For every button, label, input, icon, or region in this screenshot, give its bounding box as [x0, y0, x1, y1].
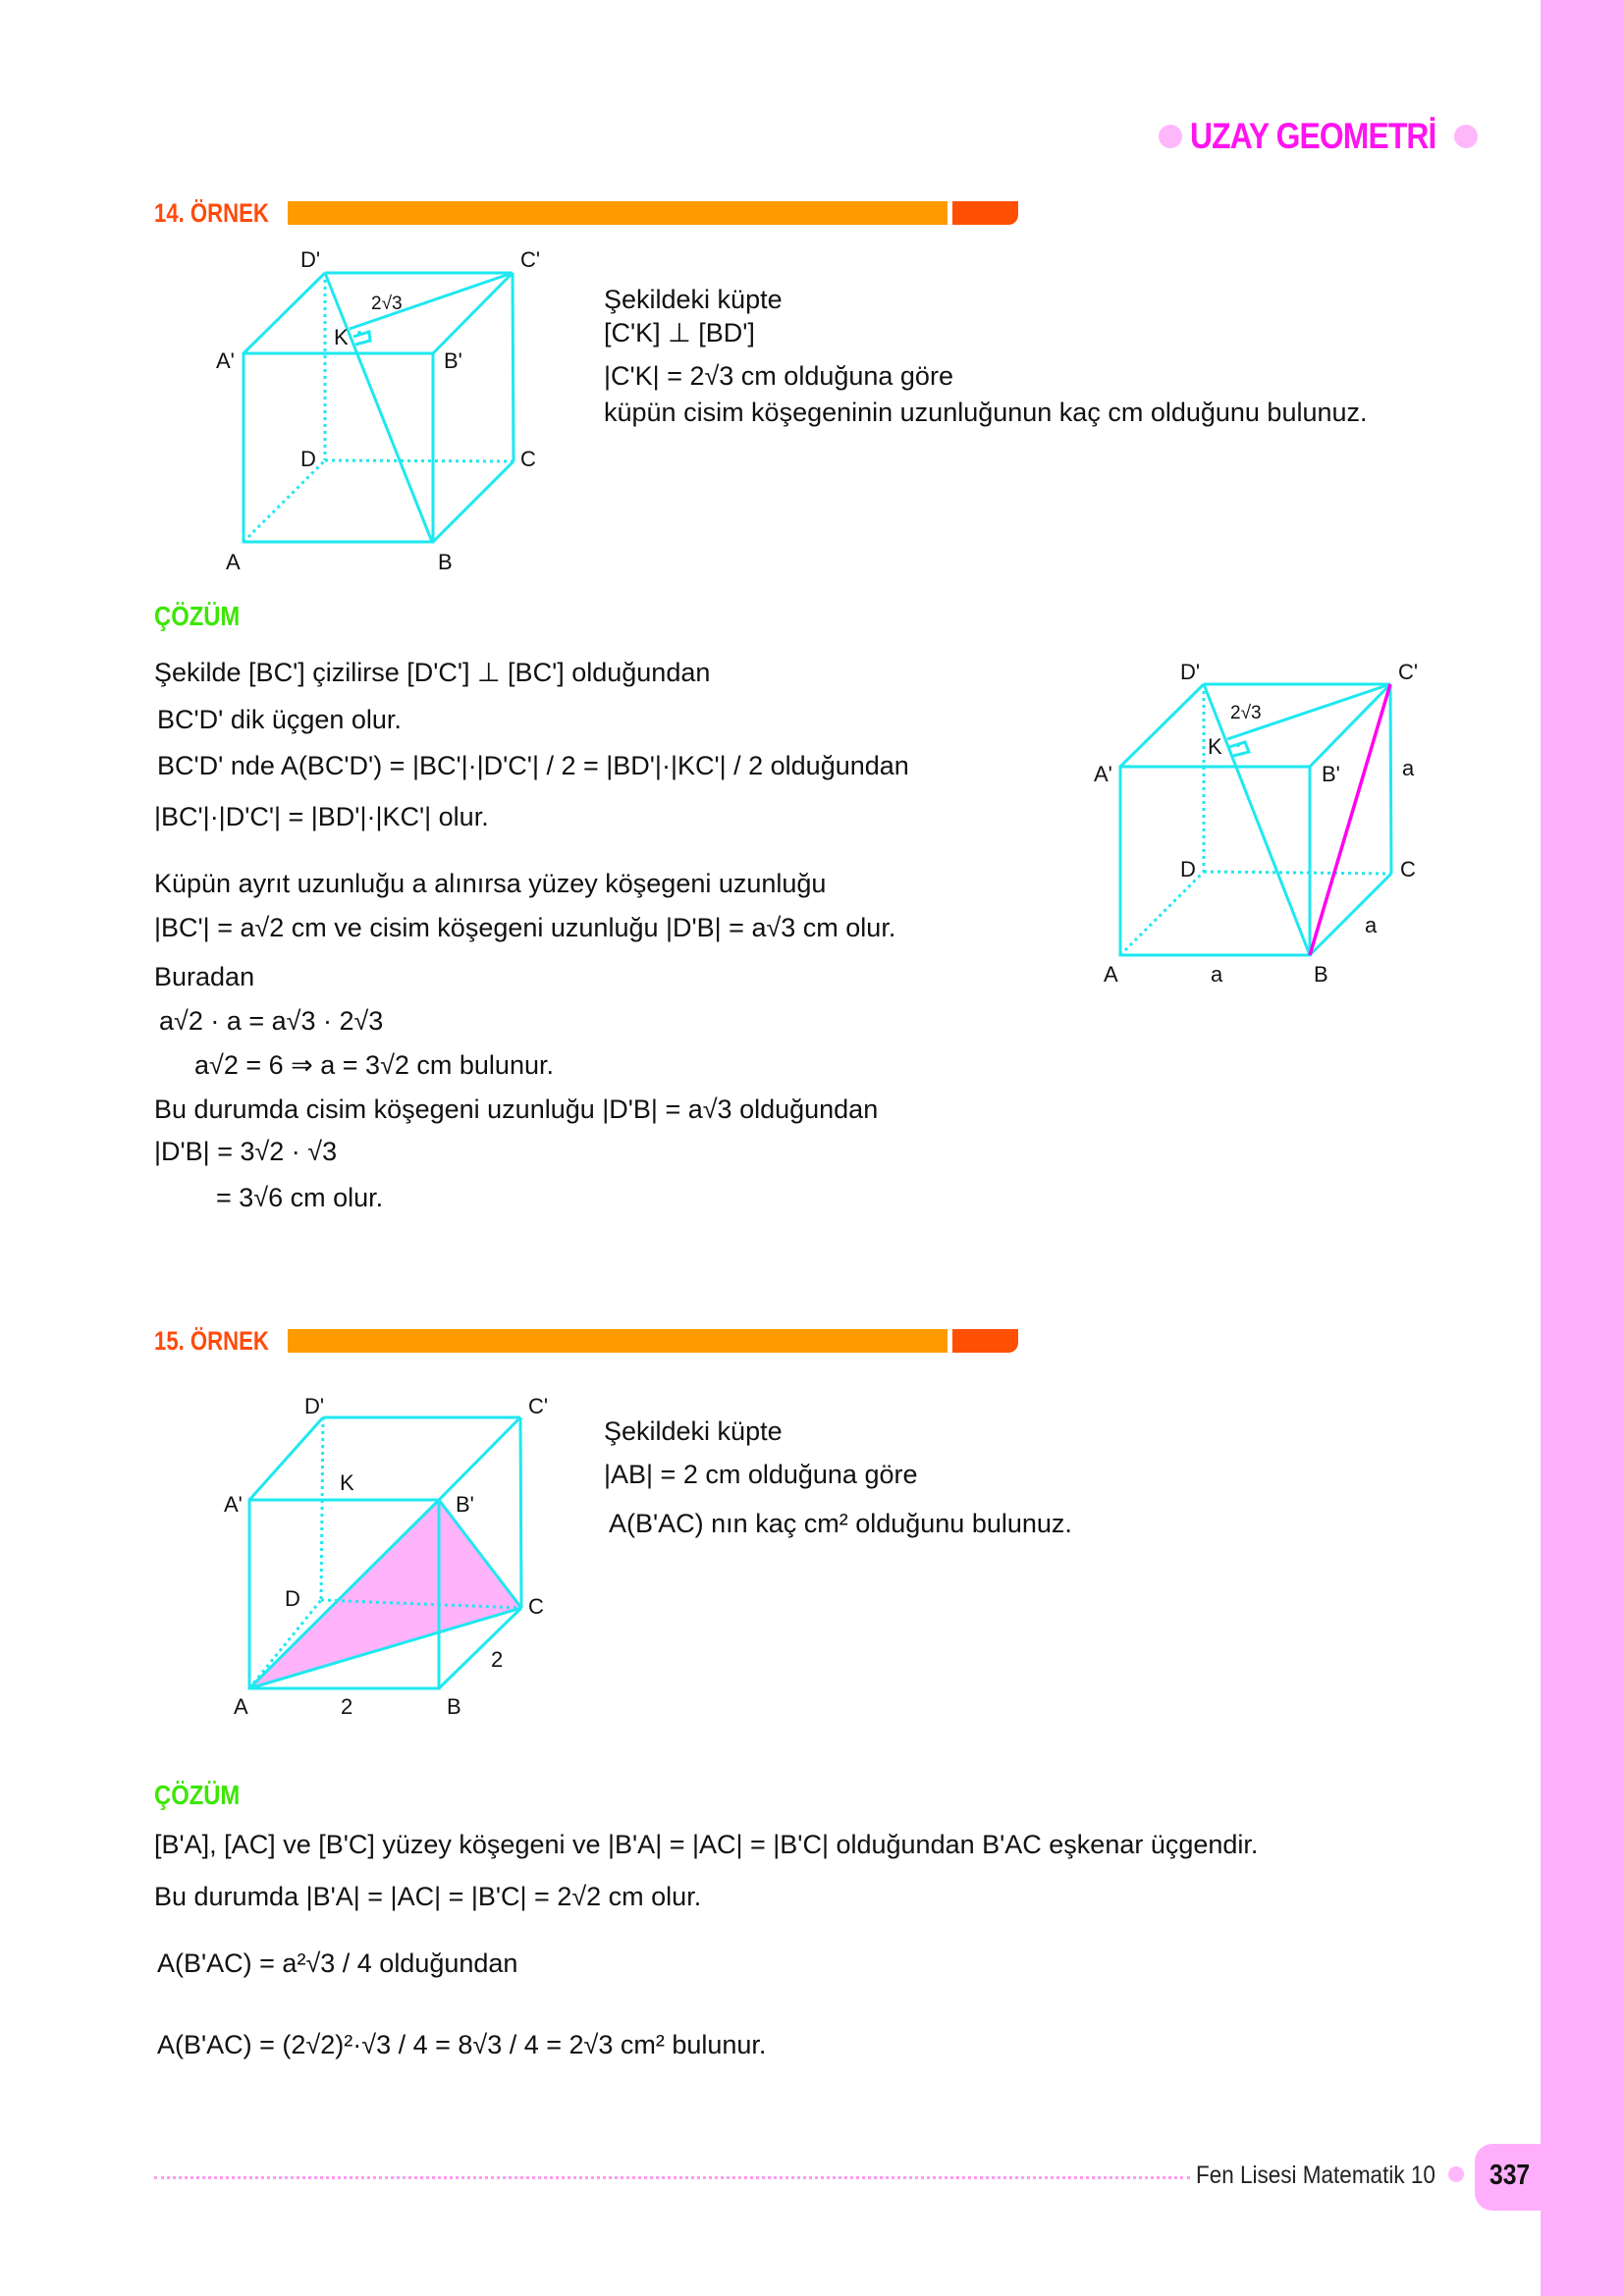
- question-line: |AB| = 2 cm olduğuna göre: [604, 1460, 918, 1489]
- solution-line: A(B'AC) = a²√3 / 4 olduğundan: [157, 1949, 518, 1978]
- svg-text:A: A: [1104, 962, 1118, 987]
- example-bar-end: [952, 1329, 1018, 1353]
- svg-text:K: K: [1208, 734, 1222, 759]
- cube-figure-14-solution: [1080, 648, 1453, 1001]
- svg-text:B': B': [444, 348, 462, 373]
- example-bar-end: [952, 201, 1018, 225]
- chapter-header: [1159, 116, 1478, 157]
- svg-text:A': A': [216, 348, 235, 373]
- svg-text:B': B': [1322, 762, 1340, 786]
- solution-line: |D'B| = 3√2 · √3: [154, 1137, 338, 1166]
- svg-text:a: a: [1211, 962, 1223, 987]
- svg-text:a: a: [1365, 913, 1378, 937]
- question-line: küpün cisim köşegeninin uzunluğunun kaç cm olduğunu bulunuz.: [604, 398, 1368, 427]
- svg-text:A': A': [1094, 762, 1112, 786]
- svg-text:C': C': [520, 247, 541, 272]
- question-line: Şekildeki küpte: [604, 285, 783, 314]
- example-14-heading: [154, 199, 282, 227]
- svg-text:K: K: [340, 1470, 354, 1495]
- solution-line: Şekilde [BC'] çizilirse [D'C'] ⊥ [BC'] olduğundan: [154, 658, 711, 687]
- example-label: 15. ÖRNEK: [154, 1325, 269, 1356]
- svg-text:a: a: [1402, 756, 1415, 780]
- solution-line: Bu durumda cisim köşegeni uzunluğu |D'B| = a√3 olduğundan: [154, 1095, 879, 1124]
- svg-text:B: B: [1314, 962, 1328, 987]
- cube-figure-14: [196, 236, 589, 579]
- solution-line: A(B'AC) = (2√2)²·√3 / 4 = 8√3 / 4 = 2√3 cm² bulunur.: [157, 2030, 767, 2059]
- svg-text:K: K: [334, 325, 349, 349]
- svg-text:B: B: [438, 550, 453, 574]
- cube-figure-15: [196, 1374, 589, 1737]
- solution-label: ÇÖZÜM: [154, 1780, 241, 1810]
- svg-text:C: C: [528, 1594, 544, 1619]
- solution-line: [B'A], [AC] ve [B'C] yüzey köşegeni ve |B'A| = |AC| = |B'C| olduğundan B'AC eşkenar üçgendir.: [154, 1830, 1259, 1859]
- question-line: [C'K] ⊥ [BD']: [604, 318, 755, 347]
- svg-text:C': C': [528, 1394, 549, 1418]
- solution-line: |BC'|·|D'C'| = |BD'|·|KC'| olur.: [154, 802, 489, 831]
- example-15-heading: [154, 1327, 282, 1355]
- footer-dotted-line: [154, 2176, 1190, 2179]
- footer-book-title: Fen Lisesi Matematik 10: [1196, 2162, 1435, 2189]
- solution-line: BC'D' dik üçgen olur.: [157, 705, 402, 734]
- svg-text:2: 2: [341, 1694, 353, 1719]
- solution-label: ÇÖZÜM: [154, 601, 241, 631]
- bullet-dot-icon: [1159, 125, 1182, 148]
- solution-line: |BC'| = a√2 cm ve cisim köşegeni uzunluğu |D'B| = a√3 cm olur.: [154, 913, 896, 942]
- solution-line: Küpün ayrıt uzunluğu a alınırsa yüzey köşegeni uzunluğu: [154, 869, 827, 898]
- chapter-title: UZAY GEOMETRİ: [1190, 116, 1436, 156]
- svg-text:A: A: [226, 550, 241, 574]
- question-line: Şekildeki küpte: [604, 1416, 783, 1446]
- svg-text:D: D: [1180, 857, 1196, 881]
- svg-text:D': D': [1180, 660, 1201, 684]
- example-bar: [288, 201, 947, 225]
- svg-text:C: C: [1400, 857, 1416, 881]
- question-line: |C'K| = 2√3 cm olduğuna göre: [604, 361, 953, 391]
- solution-line: Bu durumda |B'A| = |AC| = |B'C| = 2√2 cm olur.: [154, 1882, 702, 1911]
- bullet-dot-icon: [1454, 125, 1478, 148]
- page-number: 337: [1489, 2160, 1531, 2191]
- solution-line: a√2 = 6 ⇒ a = 3√2 cm bulunur.: [194, 1050, 554, 1080]
- svg-text:C': C': [1398, 660, 1419, 684]
- solution-line: a√2 · a = a√3 · 2√3: [159, 1006, 384, 1036]
- svg-text:D: D: [300, 447, 316, 471]
- example-label: 14. ÖRNEK: [154, 197, 269, 228]
- svg-text:D: D: [285, 1586, 300, 1611]
- svg-text:2: 2: [491, 1647, 504, 1672]
- svg-text:A': A': [224, 1492, 243, 1517]
- vertex-label: D': [300, 247, 321, 272]
- svg-text:B': B': [456, 1492, 474, 1517]
- svg-text:C: C: [520, 447, 536, 471]
- solution-line: Buradan: [154, 962, 255, 991]
- solution-line: BC'D' nde A(BC'D') = |BC'|·|D'C'| / 2 = |BD'|·|KC'| / 2 olduğundan: [157, 751, 909, 780]
- question-line: A(B'AC) nın kaç cm² olduğunu bulunuz.: [609, 1509, 1072, 1538]
- page-side-strip: [1541, 0, 1624, 2296]
- solution-line: = 3√6 cm olur.: [216, 1183, 384, 1212]
- svg-text:B: B: [447, 1694, 461, 1719]
- svg-text:D': D': [304, 1394, 325, 1418]
- svg-text:2√3: 2√3: [1230, 703, 1262, 723]
- svg-text:A: A: [234, 1694, 248, 1719]
- footer-dot-icon: [1448, 2166, 1464, 2182]
- example-bar: [288, 1329, 947, 1353]
- svg-text:2√3: 2√3: [371, 294, 403, 314]
